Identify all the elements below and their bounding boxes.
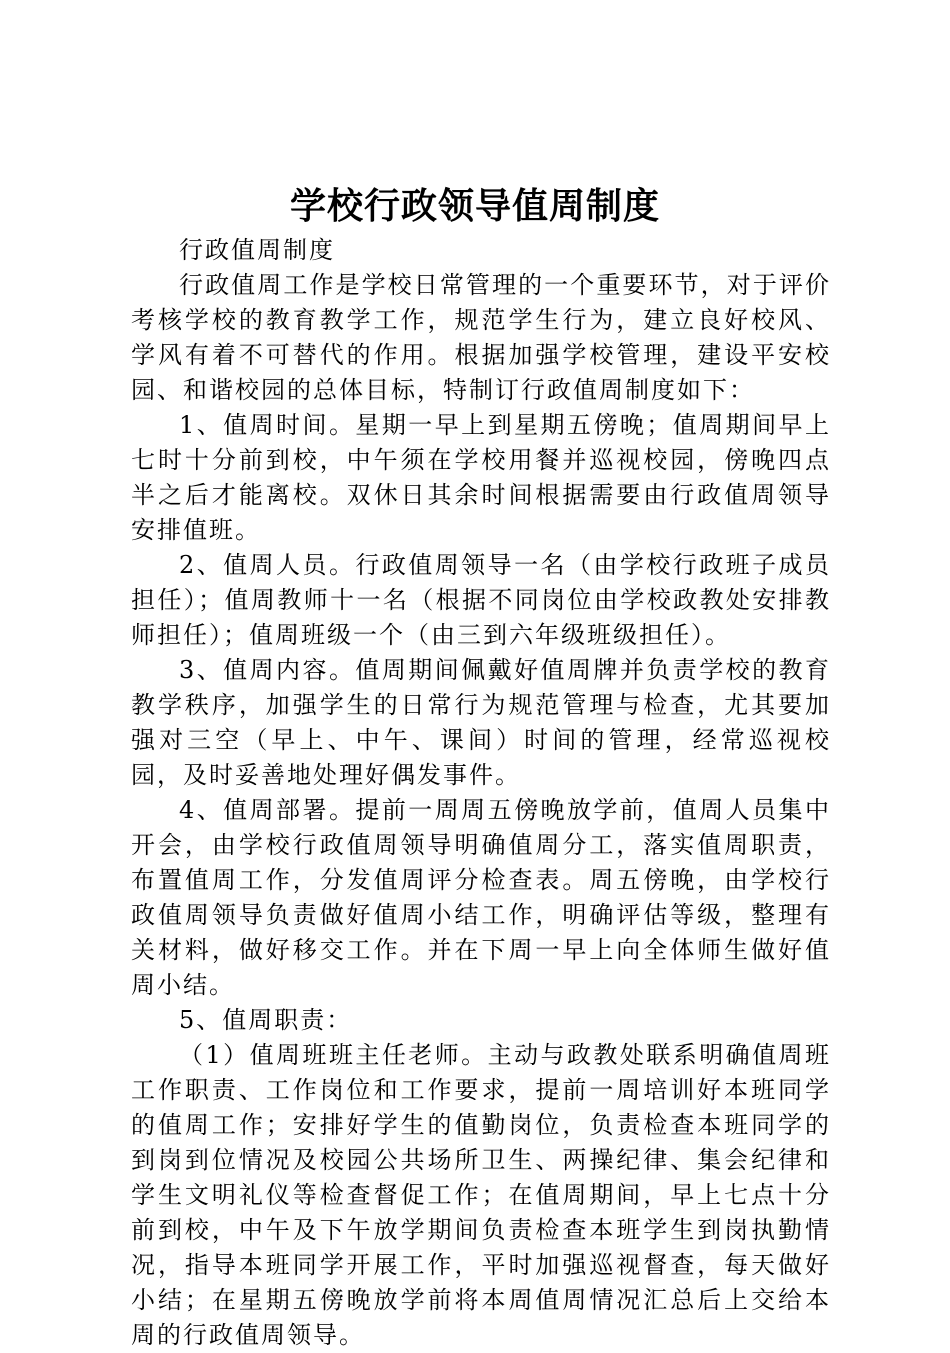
paragraph-subtitle: 行政值周制度 — [179, 236, 335, 264]
paragraph-intro: 行政值周工作是学校日常管理的一个重要环节，对于评价考核学校的教育教学工作，规范学生行为，建立良好校风、学风有着不可替代的作用。根据加强学校管理，建设平安校园、和谐校园的总体目标，特制订行政值周制度如下： — [131, 271, 831, 404]
paragraph-duty-staff: 2、值周人员。行政值周领导一名（由学校行政班子成员担任）；值周教师十一名（根据不同岗位由学校政教处安排教师担任）；值周班级一个（由三到六年级班级担任）。 — [131, 551, 831, 649]
paragraph-duty-content: 3、值周内容。值周期间佩戴好值周牌并负责学校的教育教学秩序，加强学生的日常行为规范管理与检查，尤其要加强对三空（早上、中午、课间）时间的管理，经常巡视校园，及时妥善地处理好偶发事件。 — [131, 656, 831, 789]
document-title: 学校行政领导值周制度 — [289, 186, 660, 227]
paragraph-class-teacher-duty: （1）值周班班主任老师。主动与政教处联系明确值周班工作职责、工作岗位和工作要求，提前一周培训好本班同学的值周工作；安排好学生的值勤岗位，负责检查本班同学的到岗到位情况及校园公共场所卫生、两操纪律、集会纪律和学生文明礼仪等检查督促工作；在值周期间，早上七点十分前到校，中午及下午放学期间负责检查本班学生到岗执勤情况，指导本班同学开展工作，平时加强巡视督查，每天做好小结；在星期五傍晚放学前将本周值周情况汇总后上交给本周的行政值周领导。 — [131, 1041, 831, 1349]
paragraph-duty-responsibilities-heading: 5、值周职责： — [179, 1006, 353, 1034]
paragraph-duty-deployment: 4、值周部署。提前一周周五傍晚放学前，值周人员集中开会，由学校行政值周领导明确值周分工，落实值周职责，布置值周工作，分发值周评分检查表。周五傍晚，由学校行政值周领导负责做好值周小结工作，明确评估等级，整理有关材料，做好移交工作。并在下周一早上向全体师生做好值周小结。 — [131, 796, 831, 999]
document-body — [131, 233, 831, 1353]
paragraph-duty-time: 1、值周时间。星期一早上到星期五傍晚；值周期间早上七时十分前到校，中午须在学校用餐并巡视校园，傍晚四点半之后才能离校。双休日其余时间根据需要由行政值周领导安排值班。 — [131, 411, 831, 544]
